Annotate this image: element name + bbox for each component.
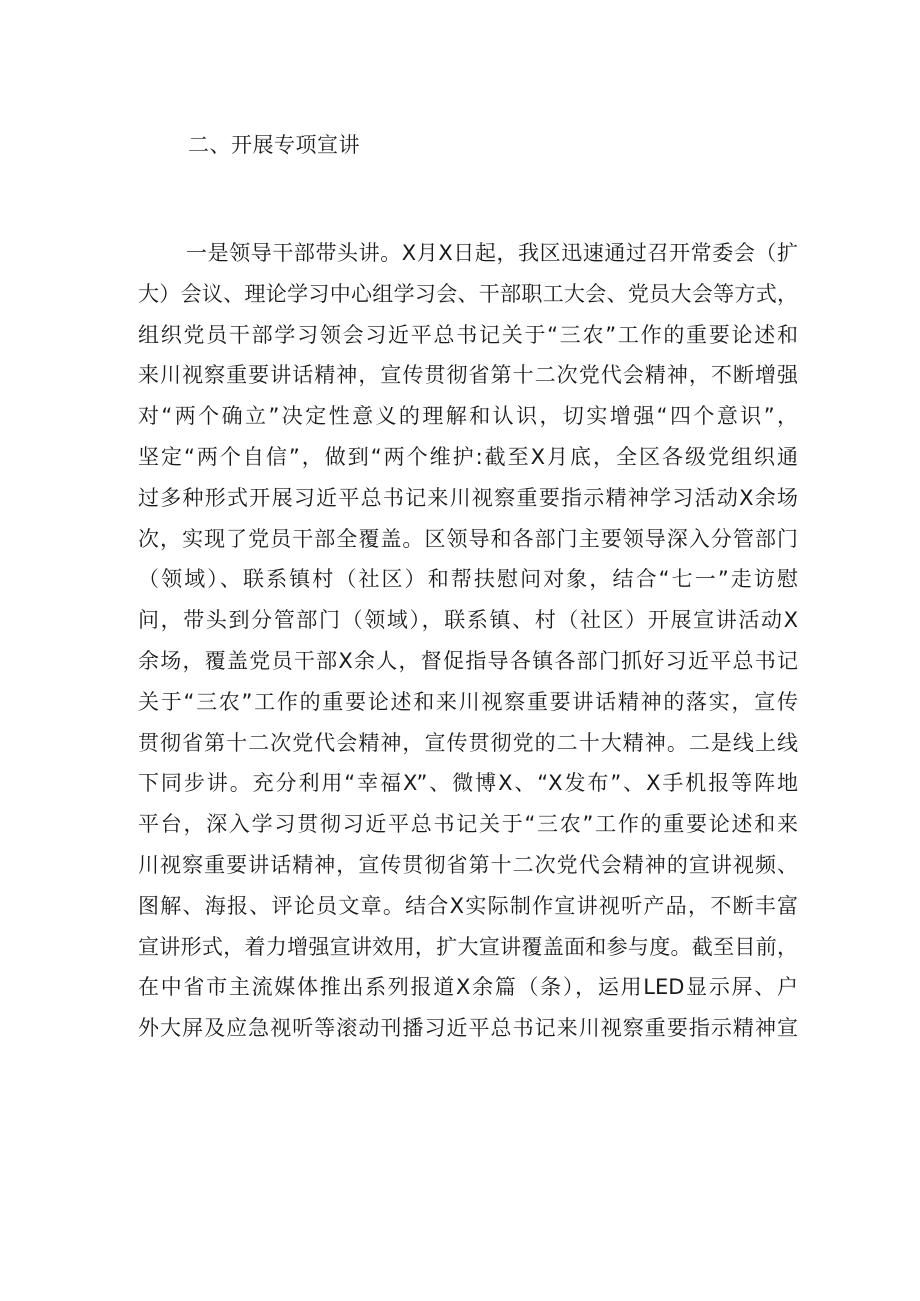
body-paragraph bbox=[138, 233, 798, 1049]
section-heading: 二、开展专项宣讲 bbox=[188, 133, 360, 157]
paragraph-line: 在中省市主流媒体推出系列报道X余篇（条），运用LED显示屏、户 bbox=[138, 975, 798, 1000]
paragraph-line: 一是领导干部带头讲。X月X日起，我区迅速通过召开常委会（扩 bbox=[186, 241, 798, 265]
paragraph-line: 下同步讲。充分利用“幸福X”、微博X、“X发布”、X手机报等阵地 bbox=[138, 771, 798, 796]
paragraph-line: 图解、海报、评论员文章。结合X实际制作宣讲视听产品，不断丰富 bbox=[138, 893, 798, 918]
paragraph-line: 余场，覆盖党员干部X余人，督促指导各镇各部门抓好习近平总书记 bbox=[138, 648, 798, 673]
paragraph-line: 来川视察重要讲话精神，宣传贯彻省第十二次党代会精神，不断增强 bbox=[138, 363, 798, 388]
paragraph-line: 过多种形式开展习近平总书记来川视察重要指示精神学习活动X余场 bbox=[138, 485, 798, 510]
paragraph-line: 平台，深入学习贯彻习近平总书记关于“三农”工作的重要论述和来 bbox=[138, 812, 798, 837]
paragraph-line: 坚定“两个自信”，做到“两个维护:截至X月底，全区各级党组织通 bbox=[138, 444, 798, 469]
paragraph-line: 组织党员干部学习领会习近平总书记关于“三农”工作的重要论述和 bbox=[138, 322, 798, 347]
paragraph-line: 外大屏及应急视听等滚动刊播习近平总书记来川视察重要指示精神宣 bbox=[138, 1016, 798, 1041]
paragraph-line: （领域）、联系镇村（社区）和帮扶慰问对象，结合“七一”走访慰 bbox=[138, 567, 798, 592]
paragraph-line: 宣讲形式，着力增强宣讲效用，扩大宣讲覆盖面和参与度。截至目前， bbox=[138, 934, 798, 959]
paragraph-line: 问，带头到分管部门（领域），联系镇、村（社区）开展宣讲活动X bbox=[138, 608, 798, 633]
paragraph-line: 贯彻省第十二次党代会精神，宣传贯彻党的二十大精神。二是线上线 bbox=[138, 730, 798, 755]
paragraph-line: 对“两个确立”决定性意义的理解和认识，切实增强“四个意识”， bbox=[138, 404, 798, 429]
paragraph-line: 次，实现了党员干部全覆盖。区领导和各部门主要领导深入分管部门 bbox=[138, 526, 798, 551]
paragraph-line: 关于“三农”工作的重要论述和来川视察重要讲话精神的落实，宣传 bbox=[138, 689, 798, 714]
paragraph-line: 大）会议、理论学习中心组学习会、干部职工大会、党员大会等方式， bbox=[138, 281, 798, 306]
paragraph-line: 川视察重要讲话精神，宣传贯彻省第十二次党代会精神的宣讲视频、 bbox=[138, 852, 798, 877]
